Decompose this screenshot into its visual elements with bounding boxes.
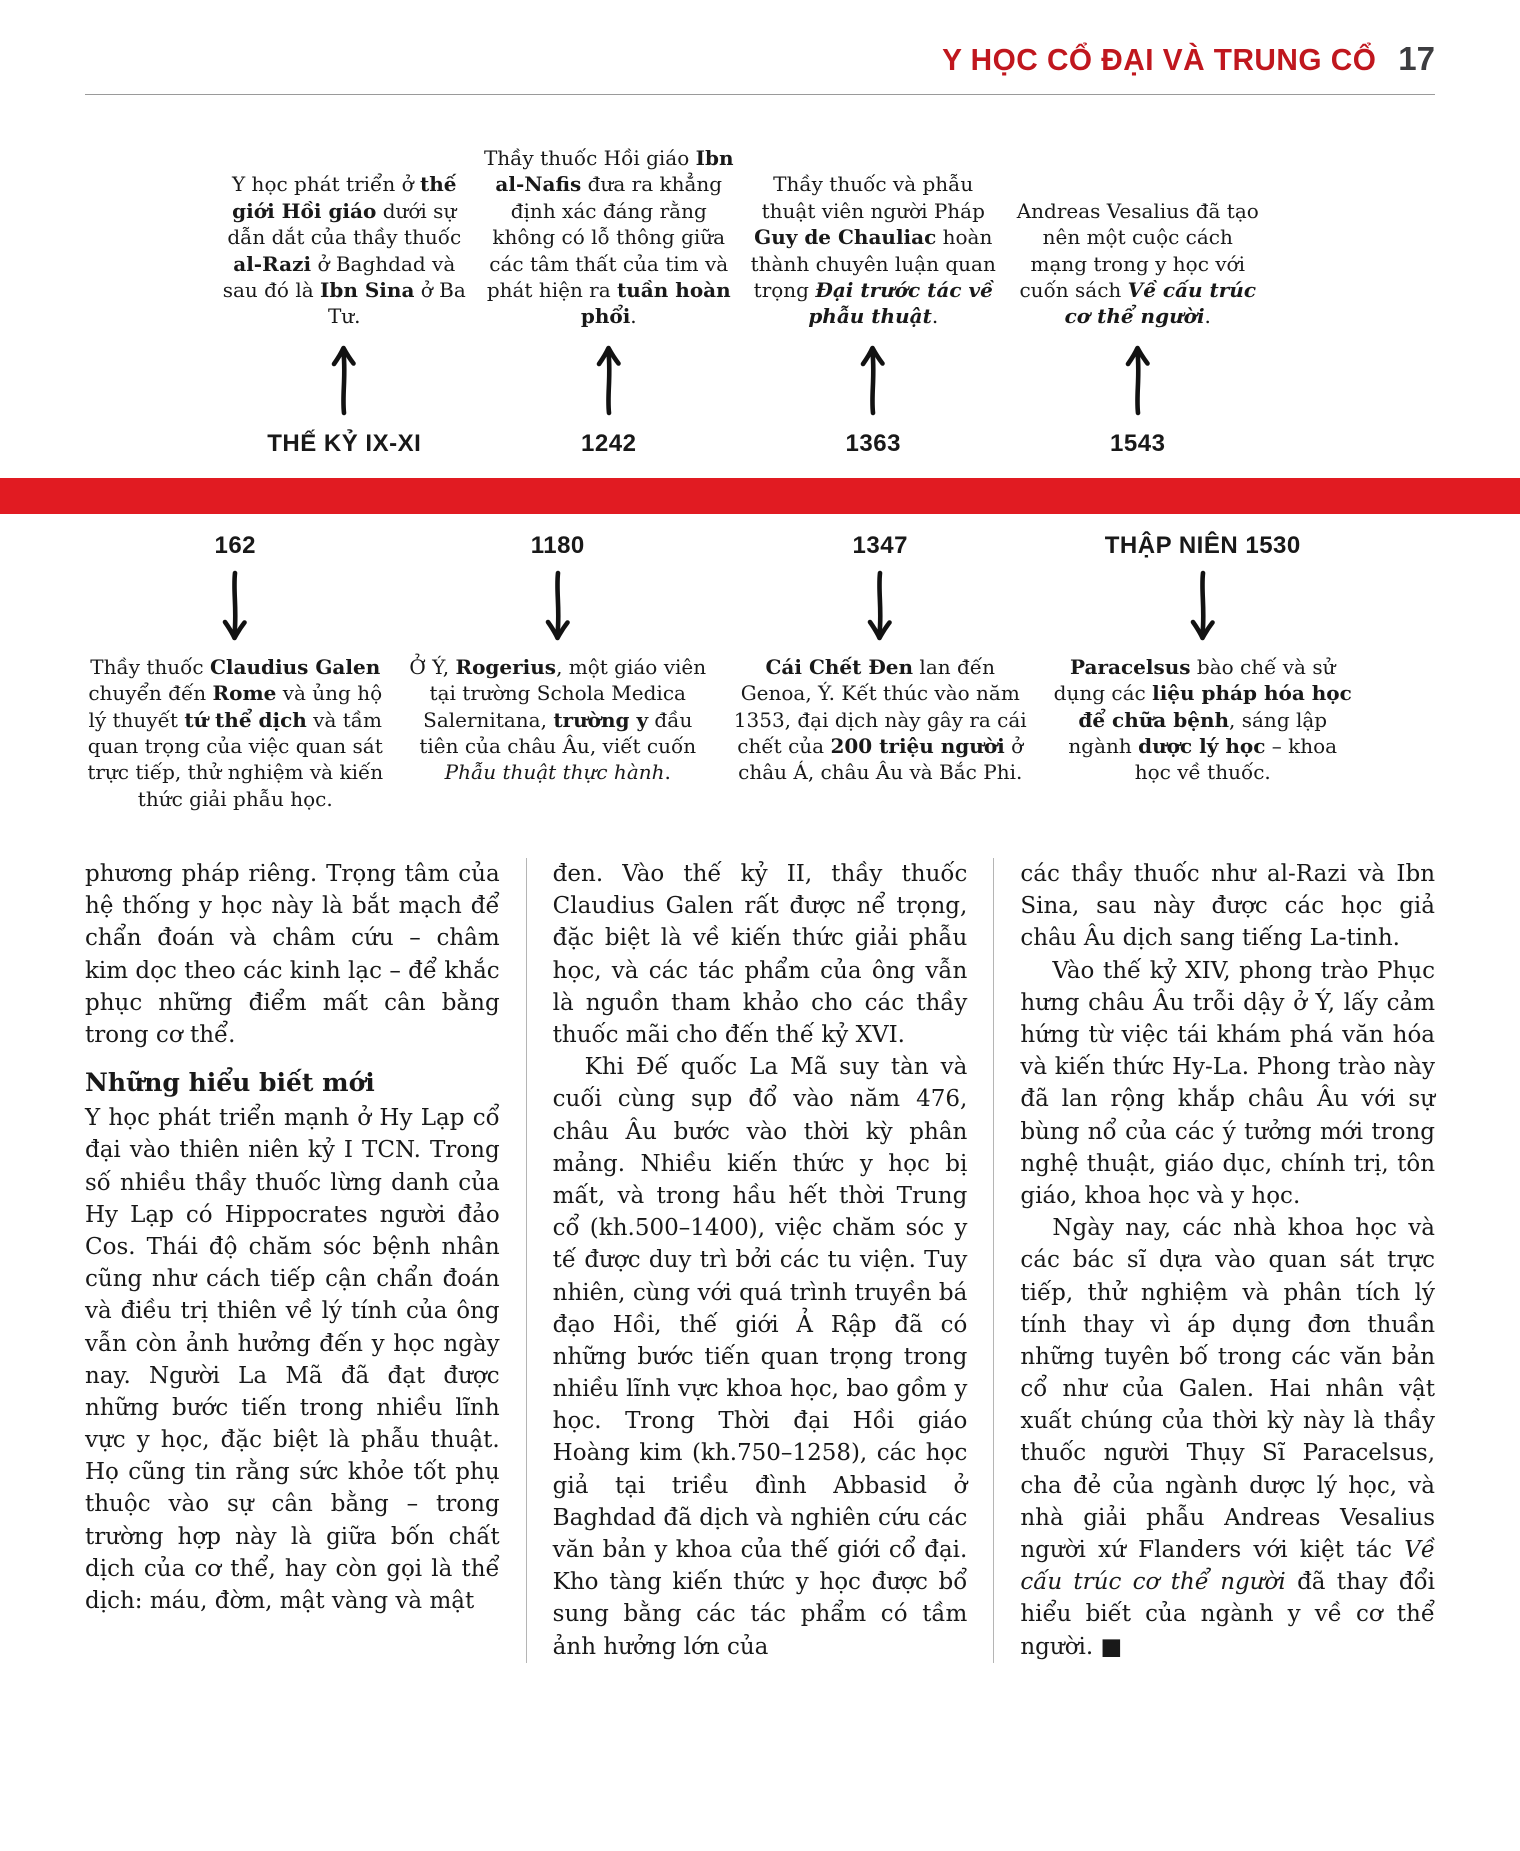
event-date: THẬP NIÊN 1530 <box>1104 531 1301 559</box>
paragraph: đen. Vào thế kỷ II, thầy thuốc Claudius Galen rất được nể trọng, đặc biệt là về kiến thức giải phẫu học, và các tác phẩm của ông vẫn là nguồn tham khảo cho các thầy thuốc mãi cho đến thế kỷ XVI. <box>552 861 968 1049</box>
paragraph: phương pháp riêng. Trọng tâm của hệ thống y học này là bắt mạch để chẩn đoán và châm cứu – châm kim dọc theo các kinh lạc – để khắc phục những điểm mất cân bằng trong cơ thể. <box>85 861 500 1049</box>
timeline-event <box>1006 145 1271 478</box>
event-text: Paracelsus bào chế và sử dụng các liệu pháp hóa học để chữa bệnh, sáng lập ngành dược lý học – khoa học về thuốc. <box>1053 654 1352 785</box>
timeline-event <box>1042 518 1365 812</box>
event-date: 1543 <box>1110 429 1166 457</box>
event-text: Cái Chết Đen lan đến Genoa, Ý. Kết thúc vào năm 1353, đại dịch này gây ra cái chết của 200 triệu người ở châu Á, châu Âu và Bắc Phi. <box>733 654 1027 785</box>
paragraph: các thầy thuốc như al-Razi và Ibn Sina, sau này được các học giả châu Âu dịch sang tiếng La-tinh. <box>1020 861 1436 952</box>
paragraph: Vào thế kỷ XIV, phong trào Phục hưng châu Âu trỗi dậy ở Ý, lấy cảm hứng từ việc tái khám phá văn hóa và kiến thức Hy-La. Phong trào này đã lan rộng khắp châu Âu với sự bùng nổ của các ý tưởng mới trong nghệ thuật, giáo dục, chính trị, tôn giáo, khoa học và y học. <box>1020 957 1436 1209</box>
timeline-event <box>741 145 1006 478</box>
event-date: 162 <box>214 531 257 559</box>
page-number: 17 <box>1398 40 1435 77</box>
up-arrow-icon <box>858 344 888 416</box>
timeline-event <box>74 518 397 812</box>
event-date: 1347 <box>852 531 908 559</box>
down-arrow-icon <box>220 570 250 642</box>
section-heading: Những hiểu biết mới <box>85 1068 375 1098</box>
timeline-bottom-events <box>74 518 1364 812</box>
article-column-3 <box>993 858 1435 1663</box>
timeline-event <box>477 145 742 478</box>
timeline-bar <box>0 478 1520 514</box>
event-date: THẾ KỶ IX-XI <box>267 429 422 457</box>
down-arrow-icon <box>865 570 895 642</box>
chapter-title: Y HỌC CỔ ĐẠI VÀ TRUNG CỔ <box>942 42 1377 77</box>
page-header <box>85 0 1435 95</box>
article-column-1 <box>85 858 526 1663</box>
event-date: 1363 <box>845 429 901 457</box>
event-text: Andreas Vesalius đã tạo nên một cuộc cách mạng trong y học với cuốn sách Về cấu trúc cơ thể người. <box>1016 198 1259 329</box>
down-arrow-icon <box>543 570 573 642</box>
timeline-event <box>719 518 1042 812</box>
timeline-top-events <box>212 145 1270 478</box>
up-arrow-icon <box>1123 344 1153 416</box>
down-arrow-icon <box>1188 570 1218 642</box>
article-columns <box>85 858 1435 1663</box>
event-date: 1242 <box>581 429 637 457</box>
timeline-event <box>397 518 720 812</box>
event-text: Y học phát triển ở thế giới Hồi giáo dưới sự dẫn dắt của thầy thuốc al-Razi ở Baghdad và sau đó là Ibn Sina ở Ba Tư. <box>222 172 466 329</box>
timeline-event <box>212 145 477 478</box>
article-column-2 <box>526 858 994 1663</box>
up-arrow-icon <box>329 344 359 416</box>
paragraph: Khi Đế quốc La Mã suy tàn và cuối cùng sụp đổ vào năm 476, châu Âu bước vào thời kỳ phân mảng. Nhiều kiến thức y học bị mất, và trong hầu hết thời Trung cổ (kh.500–1400), việc chăm sóc y tế được duy trì bởi các tu viện. Tuy nhiên, cùng với quá trình truyền bá đạo Hồi, thế giới Ả Rập đã có những bước tiến quan trọng trong nhiều lĩnh vực khoa học, bao gồm y học. Trong Thời đại Hồi giáo Hoàng kim (kh.750–1258), các học giả tại triều đình Abbasid ở Baghdad đã dịch và nghiên cứu các văn bản y khoa của thế giới cổ đại. Kho tàng kiến thức y học được bổ sung bằng các tác phẩm có tầm ảnh hưởng lớn của <box>552 1054 968 1660</box>
event-text: Thầy thuốc Hồi giáo Ibn al-Nafis đưa ra khẳng định xác đáng rằng không có lỗ thông giữa các tâm thất của tim và phát hiện ra tuần hoàn phổi. <box>483 146 734 329</box>
paragraph: Ngày nay, các nhà khoa học và các bác sĩ dựa vào quan sát trực tiếp, thử nghiệm và phân tích lý tính thay vì áp dụng đơn thuần những tuyên bố trong các văn bản cổ như của Galen. Hai nhân vật xuất chúng của thời kỳ này là thầy thuốc người Thụy Sĩ Paracelsus, cha đẻ của ngành dược lý học, và nhà giải phẫu Andreas Vesalius người xứ Flanders với kiệt tác Về cấu trúc cơ thể người đã thay đổi hiểu biết của ngành y về cơ thể người. ■ <box>1020 1215 1436 1660</box>
event-text: Ở Ý, Rogerius, một giáo viên tại trường Schola Medica Salernitana, trường y đầu tiên của châu Âu, viết cuốn Phẫu thuật thực hành. <box>409 654 707 785</box>
up-arrow-icon <box>594 344 624 416</box>
event-text: Thầy thuốc và phẫu thuật viên người Pháp Guy de Chauliac hoàn thành chuyên luận quan trọng Đại trước tác về phẫu thuật. <box>750 172 996 329</box>
paragraph: Y học phát triển mạnh ở Hy Lạp cổ đại vào thiên niên kỷ I TCN. Trong số nhiều thầy thuốc lừng danh của Hy Lạp có Hippocrates người đảo Cos. Thái độ chăm sóc bệnh nhân cũng như cách tiếp cận chẩn đoán và điều trị thiên về lý tính của ông vẫn còn ảnh hưởng đến y học ngày nay. Người La Mã đã đạt được những bước tiến trong nhiều lĩnh vực y học, đặc biệt là phẫu thuật. Họ cũng tin rằng sức khỏe tốt phụ thuộc vào sự cân bằng – trong trường hợp này là giữa bốn chất dịch của cơ thể, hay còn gọi là thể dịch: máu, đờm, mật vàng và mật <box>85 1105 500 1615</box>
event-text: Thầy thuốc Claudius Galen chuyển đến Rome và ủng hộ lý thuyết tứ thể dịch và tầm quan trọng của việc quan sát trực tiếp, thử nghiệm và kiến thức giải phẫu học. <box>87 654 384 811</box>
event-date: 1180 <box>530 531 585 559</box>
